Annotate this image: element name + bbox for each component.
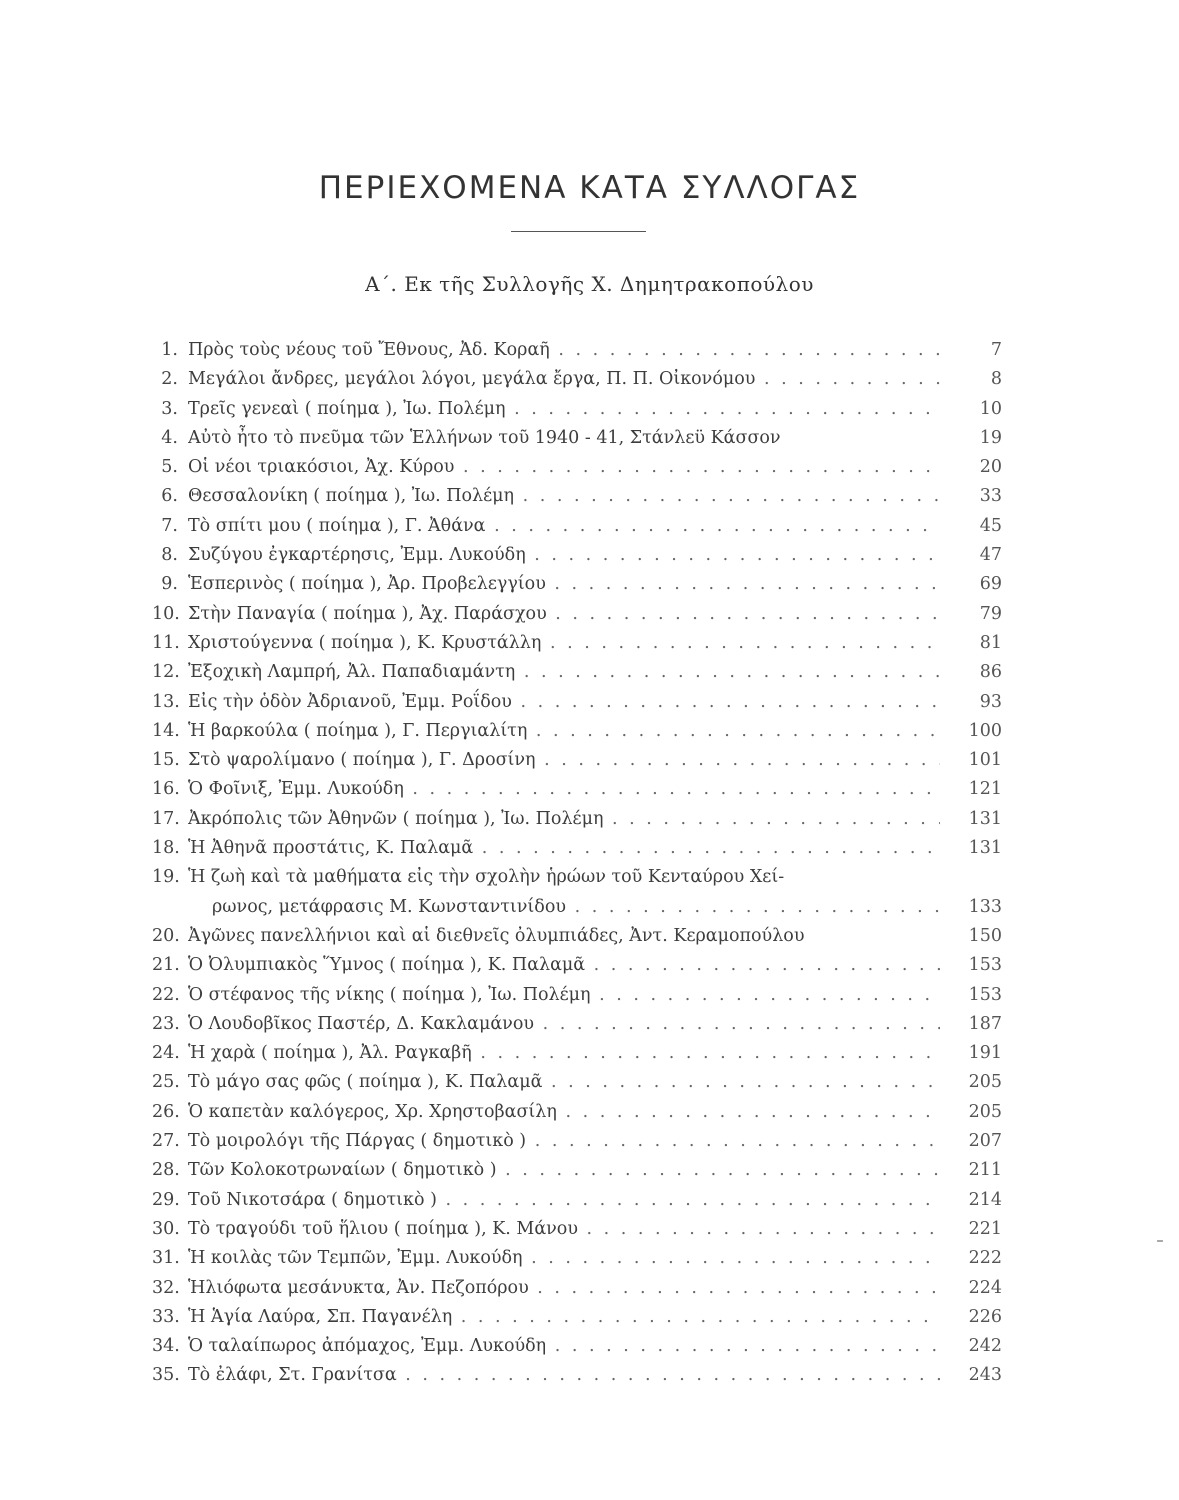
- entry-page: 153: [968, 955, 1002, 976]
- entry-page: 100: [968, 720, 1002, 741]
- entry-page: 101: [968, 750, 1002, 771]
- entry-page: 45: [979, 515, 1002, 536]
- entry-number: 34.: [152, 1336, 180, 1357]
- toc-entry: [152, 688, 1002, 717]
- entry-number: 10.: [152, 603, 180, 624]
- toc-entry: [152, 1274, 1002, 1303]
- entry-number: 31.: [152, 1248, 180, 1269]
- toc-entry: [152, 1332, 1002, 1361]
- toc-entry: [152, 570, 1002, 599]
- entry-title: Τρεῖς γενεαὶ ( ποίημα ), Ἰω. Πολέμη . . .: [188, 395, 940, 424]
- entry-page: 131: [968, 838, 1002, 859]
- entry-title: Ὁ στέφανος τῆς νίκης ( ποίημα ), Ἰω. Πολέμη . . .: [188, 981, 940, 1010]
- entry-title: Στὸ ψαρολίμανο ( ποίημα ), Γ. Δροσίνη . . .: [188, 746, 940, 775]
- entry-page: 10: [979, 398, 1002, 419]
- entry-title: Ἡ χαρὰ ( ποίημα ), Ἀλ. Ραγκαβῆ . . .: [188, 1039, 940, 1068]
- entry-number: 4.: [161, 427, 178, 448]
- entry-page: 243: [968, 1365, 1002, 1386]
- entry-number: 12.: [152, 662, 180, 683]
- toc-entry: [152, 863, 1002, 922]
- toc-entry: [152, 541, 1002, 570]
- entry-number: 30.: [152, 1218, 180, 1239]
- table-of-contents: [152, 336, 1002, 1391]
- entry-number: 23.: [152, 1013, 180, 1034]
- toc-entry: [152, 922, 1002, 951]
- toc-entry: [152, 1039, 1002, 1068]
- toc-entry: [152, 1156, 1002, 1185]
- toc-entry: [152, 1186, 1002, 1215]
- toc-entry: [152, 717, 1002, 746]
- entry-number: 1.: [161, 340, 178, 360]
- entry-number: 18.: [152, 838, 180, 859]
- entry-number: 9.: [161, 574, 178, 595]
- toc-entry: [152, 365, 1002, 394]
- toc-entry: [152, 1361, 1002, 1390]
- entry-page: 242: [968, 1336, 1002, 1357]
- entry-title: Τὸ μάγο σας φῶς ( ποίημα ), Κ. Παλαμᾶ . . .: [188, 1068, 940, 1097]
- toc-entry: [152, 834, 1002, 863]
- entry-number: 15.: [152, 750, 180, 771]
- entry-page: 226: [968, 1306, 1002, 1327]
- toc-entry: [152, 453, 1002, 482]
- entry-title: Ἡ Ἁγία Λαύρα, Σπ. Παγανέλη . . .: [188, 1303, 940, 1332]
- toc-entry: [152, 805, 1002, 834]
- entry-number: 7.: [161, 515, 178, 536]
- entry-page: 20: [979, 457, 1002, 478]
- entry-page: 191: [968, 1043, 1002, 1064]
- entry-number: 5.: [161, 457, 178, 478]
- entry-number: 13.: [152, 691, 180, 712]
- entry-page: 47: [979, 545, 1002, 566]
- toc-entry: [152, 658, 1002, 687]
- entry-page: 7: [990, 340, 1002, 360]
- entry-number: 26.: [152, 1101, 180, 1122]
- entry-number: 24.: [152, 1043, 180, 1064]
- entry-title: Συζύγου ἐγκαρτέρησις, Ἐμμ. Λυκούδη . . .: [188, 541, 940, 570]
- entry-title: Εἰς τὴν ὁδὸν Ἀδριανοῦ, Ἐμμ. Ροΐδου . . .: [188, 688, 940, 717]
- toc-entry: [152, 1068, 1002, 1097]
- entry-title: Τὸ ἐλάφι, Στ. Γρανίτσα . . .: [188, 1361, 940, 1390]
- entry-title: Οἱ νέοι τριακόσιοι, Ἀχ. Κύρου . . .: [188, 453, 940, 482]
- toc-entry: [152, 1303, 1002, 1332]
- entry-page: 86: [979, 662, 1002, 683]
- entry-page: 153: [968, 984, 1002, 1005]
- toc-entry: [152, 1098, 1002, 1127]
- entry-title: Χριστούγεννα ( ποίημα ), Κ. Κρυστάλλη . . .: [188, 629, 940, 658]
- entry-page: 224: [968, 1277, 1002, 1298]
- toc-entry: [152, 1215, 1002, 1244]
- entry-page: 131: [968, 808, 1002, 829]
- entry-title: Ἐξοχικὴ Λαμπρή, Ἀλ. Παπαδιαμάντη . . .: [188, 658, 940, 687]
- entry-number: 8.: [161, 545, 178, 566]
- entry-number: 20.: [152, 925, 180, 946]
- entry-title: Αὐτὸ ἦτο τὸ πνεῦμα τῶν Ἑλλήνων τοῦ 1940 - 41, Στάνλεϋ Κάσσον: [188, 427, 781, 448]
- entry-number: 33.: [152, 1306, 180, 1327]
- toc-entry: [152, 336, 1002, 365]
- toc-entry: [152, 600, 1002, 629]
- entry-number: 17.: [152, 808, 180, 829]
- entry-title: Τὸ μοιρολόγι τῆς Πάργας ( δημοτικὸ ) . . .: [188, 1127, 940, 1156]
- entry-title: Θεσσαλονίκη ( ποίημα ), Ἰω. Πολέμη . . .: [188, 482, 940, 511]
- page-title: ΠΕΡΙΕΧΟΜΕΝΑ ΚΑΤΑ ΣΥΛΛΟΓΑΣ: [318, 170, 861, 206]
- entry-page: 207: [968, 1131, 1002, 1152]
- entry-title: Τῶν Κολοκοτρωναίων ( δημοτικὸ ) . . .: [188, 1156, 940, 1185]
- entry-number: 21.: [152, 955, 180, 976]
- entry-number: 14.: [152, 720, 180, 741]
- toc-entry: [152, 512, 1002, 541]
- entry-number: 35.: [152, 1365, 180, 1386]
- toc-entry: [152, 775, 1002, 804]
- toc-entry: [152, 1244, 1002, 1273]
- entry-title: Τὸ σπίτι μου ( ποίημα ), Γ. Ἀθάνα . . .: [188, 512, 940, 541]
- entry-page: 93: [979, 691, 1002, 712]
- entry-page: 214: [968, 1189, 1002, 1210]
- entry-title: Ὁ Ὀλυμπιακὸς Ὕμνος ( ποίημα ), Κ. Παλαμᾶ . . .: [188, 951, 940, 980]
- entry-title: Τὸ τραγούδι τοῦ ἥλιου ( ποίημα ), Κ. Μάνου . . .: [188, 1215, 940, 1244]
- entry-number: 27.: [152, 1131, 180, 1152]
- entry-title: Πρὸς τοὺς νέους τοῦ Ἔθνους, Ἀδ. Κοραῆ . . .: [188, 336, 940, 365]
- entry-page: 81: [979, 632, 1002, 653]
- collection-subtitle: Α΄. Εκ τῆς Συλλογῆς Χ. Δημητρακοπούλου: [365, 272, 814, 296]
- toc-entry: [152, 395, 1002, 424]
- entry-title: Ἡ Ἀθηνᾶ προστάτις, Κ. Παλαμᾶ . . .: [188, 834, 940, 863]
- entry-title: Ἡ κοιλὰς τῶν Τεμπῶν, Ἐμμ. Λυκούδη . . .: [188, 1244, 940, 1273]
- entry-page: 121: [968, 779, 1002, 800]
- entry-page: 187: [968, 1013, 1002, 1034]
- entry-page: 150: [968, 925, 1002, 946]
- entry-title: Μεγάλοι ἄνδρες, μεγάλοι λόγοι, μεγάλα ἔργα, Π. Π. Οἰκονόμου . . .: [188, 365, 940, 394]
- entry-page: 222: [968, 1248, 1002, 1269]
- entry-title-continued: ρωνος, μετάφρασις Μ. Κωνσταντινίδου . . .: [212, 893, 940, 922]
- entry-title: Ἡ βαρκούλα ( ποίημα ), Γ. Περγιαλίτη . . .: [188, 717, 940, 746]
- entry-page: 211: [968, 1160, 1002, 1181]
- entry-number: 28.: [152, 1160, 180, 1181]
- entry-title: Στὴν Παναγία ( ποίημα ), Ἀχ. Παράσχου . . .: [188, 600, 940, 629]
- entry-title: Τοῦ Νικοτσάρα ( δημοτικὸ ) . . .: [188, 1186, 940, 1215]
- entry-page: 33: [979, 486, 1002, 507]
- toc-entry: [152, 1127, 1002, 1156]
- toc-entry: [152, 981, 1002, 1010]
- entry-number: 22.: [152, 984, 180, 1005]
- entry-page: 19: [979, 427, 1002, 448]
- entry-page: 221: [968, 1218, 1002, 1239]
- entry-page: 133: [968, 896, 1002, 917]
- entry-number: 29.: [152, 1189, 180, 1210]
- toc-entry: [152, 482, 1002, 511]
- entry-title: Ὁ Λουδοβῖκος Παστέρ, Δ. Κακλαμάνου . . .: [188, 1010, 940, 1039]
- entry-title: Ὁ καπετὰν καλόγερος, Χρ. Χρηστοβασίλη . . .: [188, 1098, 940, 1127]
- entry-title: Ἑσπερινὸς ( ποίημα ), Ἀρ. Προβελεγγίου . . .: [188, 570, 940, 599]
- toc-entry: [152, 746, 1002, 775]
- entry-number: 32.: [152, 1277, 180, 1298]
- entry-page: 8: [990, 369, 1002, 390]
- toc-entry: [152, 951, 1002, 980]
- entry-title: Ὁ ταλαίπωρος ἀπόμαχος, Ἐμμ. Λυκούδη . . .: [188, 1332, 940, 1361]
- entry-number: 16.: [152, 779, 180, 800]
- entry-title: Ἡ ζωὴ καὶ τὰ μαθήματα εἰς τὴν σχολὴν ἡρώων τοῦ Κενταύρου Χεί-: [188, 867, 785, 888]
- entry-title: Ἀκρόπολις τῶν Ἀθηνῶν ( ποίημα ), Ἰω. Πολέμη . . .: [188, 805, 940, 834]
- entry-page: 205: [968, 1101, 1002, 1122]
- toc-entry: [152, 424, 1002, 453]
- entry-page: 79: [979, 603, 1002, 624]
- entry-title: Ἡλιόφωτα μεσάνυκτα, Ἀν. Πεζοπόρου . . .: [188, 1274, 940, 1303]
- entry-page: 205: [968, 1072, 1002, 1093]
- entry-title: Ἀγῶνες πανελλήνιοι καὶ αἱ διεθνεῖς ὀλυμπιάδες, Ἀντ. Κεραμοπούλου: [188, 925, 805, 946]
- entry-number: 2.: [161, 369, 178, 390]
- entry-number: 11.: [152, 632, 180, 653]
- entry-number: 3.: [161, 398, 178, 419]
- entry-title: Ὁ Φοῖνιξ, Ἐμμ. Λυκούδη . . .: [188, 775, 940, 804]
- entry-number: 6.: [161, 486, 178, 507]
- toc-entry: [152, 1010, 1002, 1039]
- title-divider: [511, 231, 646, 232]
- scan-speck: [1157, 1240, 1163, 1242]
- entry-number: 25.: [152, 1072, 180, 1093]
- entry-number: 19.: [152, 867, 180, 888]
- toc-entry: [152, 629, 1002, 658]
- entry-page: 69: [979, 574, 1002, 595]
